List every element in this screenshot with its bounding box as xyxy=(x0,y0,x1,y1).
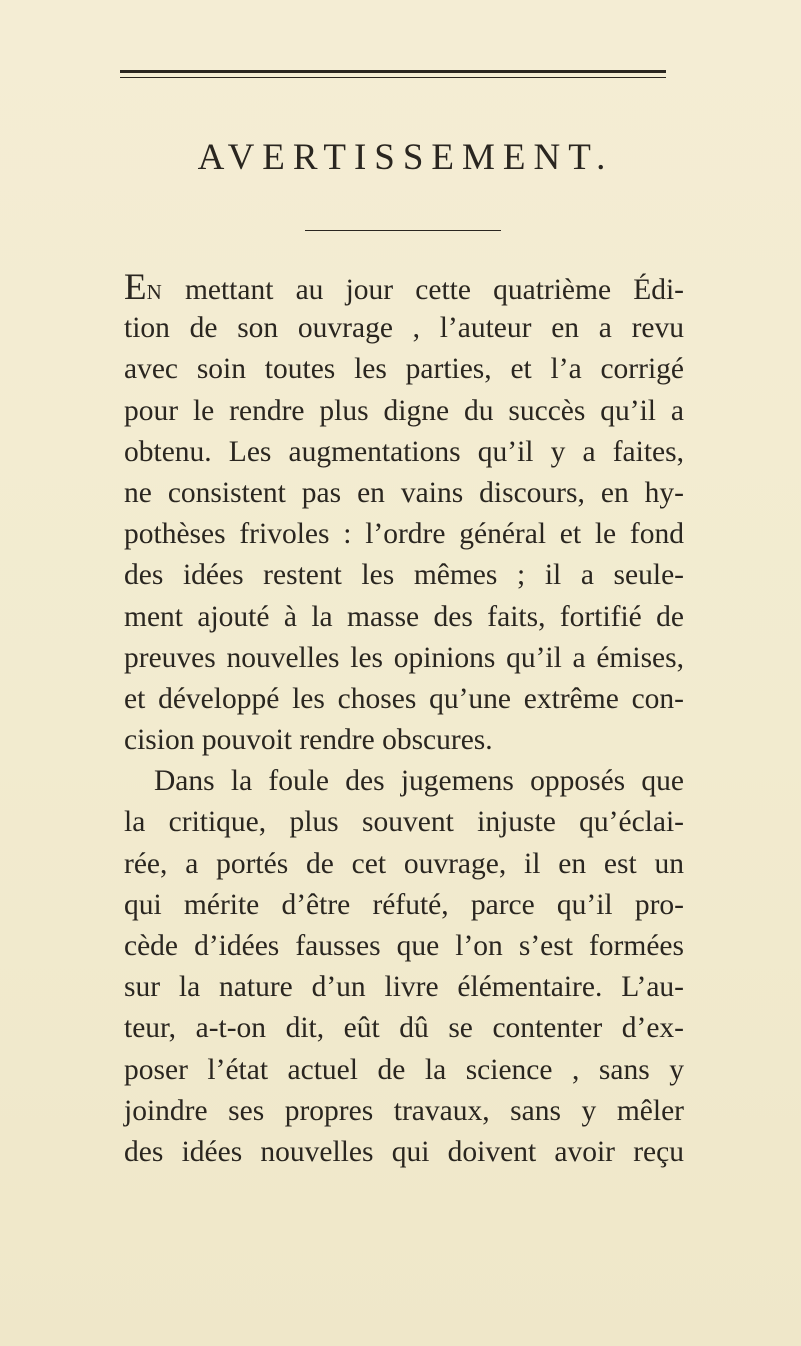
text-line: qui mérite d’être réfuté, parce qu’il pro- xyxy=(124,888,684,921)
text-line: sur la nature d’un livre élémentaire. L’au- xyxy=(124,971,684,1004)
text-line: joindre ses propres travaux, sans y mêler xyxy=(124,1094,684,1127)
text-line: des idées restent les mêmes ; il a seule- xyxy=(124,559,684,592)
title-underline-rule xyxy=(305,230,501,231)
initial-small-caps: N xyxy=(146,280,163,304)
text-line: tion de son ouvrage , l’auteur en a revu xyxy=(124,312,684,345)
text-line: preuves nouvelles les opinions qu’il a émises, xyxy=(124,641,684,674)
text-line: Dans la foule des jugemens opposés que xyxy=(154,765,684,798)
body-text xyxy=(124,267,684,1173)
text-line: pour le rendre plus digne du succès qu’il a xyxy=(124,394,684,427)
text-line: pothèses frivoles : l’ordre général et le fond xyxy=(124,518,684,551)
text-line: et développé les choses qu’une extrême con- xyxy=(124,682,684,715)
text-line: obtenu. Les augmentations qu’il y a faites, xyxy=(124,435,684,468)
text-line: ne consistent pas en vains discours, en hy- xyxy=(124,476,684,509)
text-line: ment ajouté à la masse des faits, fortifié de xyxy=(124,600,684,633)
text-line: cision pouvoit rendre obscures. xyxy=(124,724,493,757)
text-line: rée, a portés de cet ouvrage, il en est un xyxy=(124,847,684,880)
text-line: poser l’état actuel de la science , sans y xyxy=(124,1053,684,1086)
text-line: la critique, plus souvent injuste qu’éclai- xyxy=(124,806,684,839)
top-double-rule xyxy=(120,70,666,80)
top-rule-thick xyxy=(120,70,666,73)
text-line: cède d’idées fausses que l’on s’est formées xyxy=(124,930,684,962)
text-line: teur, a-t-on dit, eût dû se contenter d’ex- xyxy=(124,1012,684,1045)
text-line xyxy=(124,267,684,308)
page-title: AVERTISSEMENT. xyxy=(197,137,614,178)
initial-capital: E xyxy=(124,267,147,308)
text-line: avec soin toutes les parties, et l’a corrigé xyxy=(124,353,684,386)
text-line: des idées nouvelles qui doivent avoir reçu xyxy=(124,1135,684,1168)
text-line-content: mettant au jour cette quatrième Édi- xyxy=(162,274,684,306)
top-rule-thin xyxy=(120,77,666,78)
